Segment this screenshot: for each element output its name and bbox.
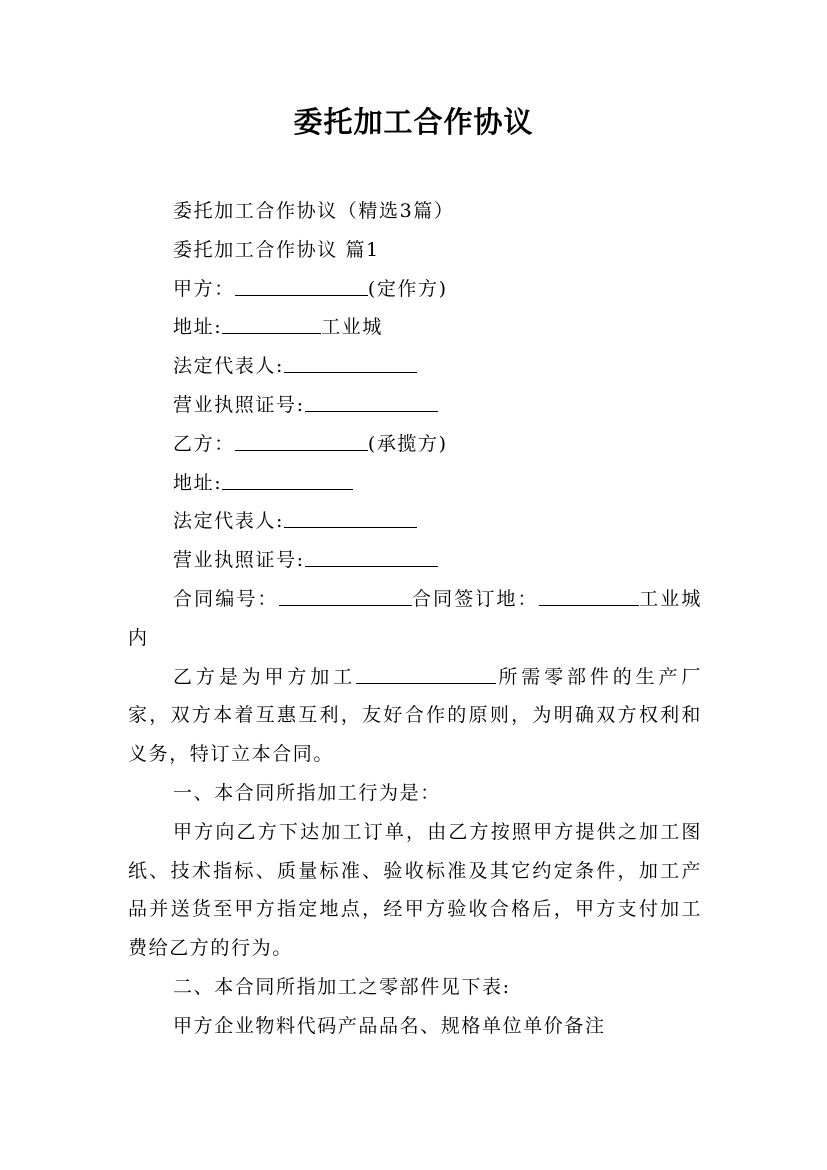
product-blank — [356, 661, 496, 684]
clause-1-heading: 一、本合同所指加工行为是： — [173, 781, 441, 804]
party-b-line — [128, 425, 702, 464]
intro-line: 委托加工合作协议（精选3篇） — [173, 200, 455, 222]
party-a-rep-line — [128, 347, 702, 386]
section-heading: 委托加工合作协议 篇1 — [173, 238, 380, 261]
party-a-rep-blank — [284, 350, 417, 373]
party-b-address-blank — [222, 467, 353, 490]
sign-place-suffix: 工业城内 — [128, 587, 702, 649]
party-a-license-label: 营业执照证号: — [173, 393, 305, 416]
party-a-license-blank — [305, 389, 438, 412]
party-b-address-line — [128, 464, 702, 503]
party-b-rep-line — [128, 502, 702, 541]
party-a-rep-label: 法定代表人: — [173, 355, 285, 378]
paragraph-1-suffix: 所需零部件的生产厂家，双方本着互惠互利，友好合作的原则，为明确双方权利和义务，特订立本合同。 — [128, 665, 702, 766]
contract-no-blank — [279, 583, 412, 606]
party-a-address-blank — [222, 311, 321, 334]
party-b-license-line — [128, 541, 702, 580]
document-body — [128, 192, 702, 1046]
party-a-license-line — [128, 386, 702, 425]
party-b-rep-blank — [284, 505, 417, 528]
clause-1-body: 甲方向乙方下达加工订单，由乙方按照甲方提供之加工图纸、技术指标、质量标准、验收标准及其它约定条件，加工产品并送货至甲方指定地点，经甲方验收合格后，甲方支付加工费给乙方的行为。 — [128, 820, 702, 960]
party-b-address-label: 地址: — [173, 471, 223, 494]
document-title: 委托加工合作协议 — [293, 105, 534, 139]
table-header-line: 甲方企业物料代码产品品名、规格单位单价备注 — [173, 1014, 606, 1037]
party-a-address-suffix: 工业城 — [321, 316, 384, 339]
party-a-role: (定作方) — [367, 277, 448, 300]
sign-place-label: 合同签订地： — [411, 587, 539, 610]
party-b-role: (承揽方) — [367, 432, 448, 455]
party-a-address-label: 地址: — [173, 316, 223, 339]
sign-place-blank — [539, 583, 639, 606]
party-a-line — [128, 270, 702, 309]
party-b-license-label: 营业执照证号: — [173, 549, 305, 572]
party-a-address-line — [128, 308, 702, 347]
contract-no-label: 合同编号： — [173, 587, 279, 610]
contract-no-line — [128, 580, 702, 658]
party-b-rep-label: 法定代表人: — [173, 510, 285, 533]
party-a-label: 甲方： — [173, 277, 235, 300]
party-b-label: 乙方： — [173, 432, 235, 455]
paragraph-1-prefix: 乙方是为甲方加工 — [173, 665, 357, 688]
clause-2-heading: 二、本合同所指加工之零部件见下表: — [173, 975, 511, 998]
party-b-license-blank — [305, 544, 438, 567]
party-a-name-blank — [235, 273, 368, 296]
paragraph-1 — [128, 658, 702, 774]
party-b-name-blank — [235, 428, 368, 451]
